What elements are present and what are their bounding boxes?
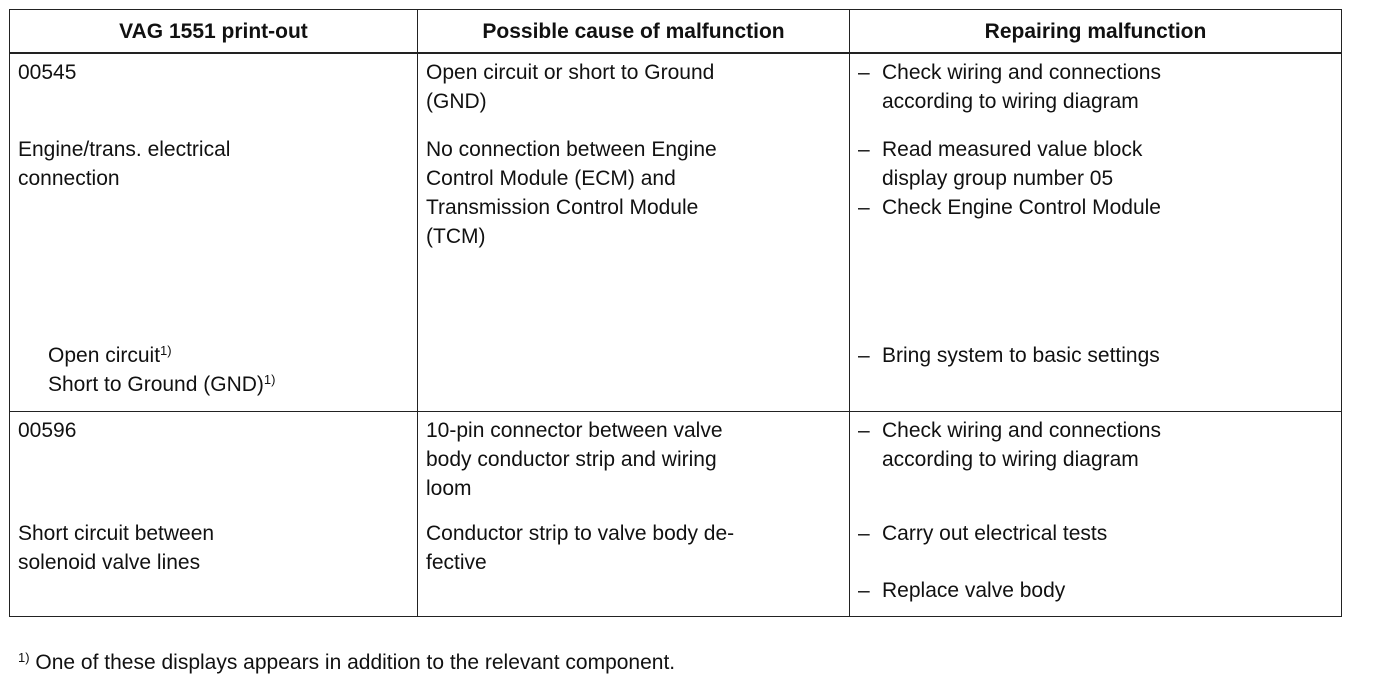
component-line: Engine/trans. electrical [18, 138, 231, 161]
header-printout: VAG 1551 print-out [10, 10, 418, 54]
cause-line: Open circuit or short to Ground [426, 61, 715, 84]
repair-step: – Carry out electrical tests [858, 522, 1108, 545]
printout-cell [10, 53, 418, 412]
cause-line: fective [426, 551, 487, 574]
fault-code: 00596 [18, 419, 77, 442]
component-line: connection [18, 167, 120, 190]
cause-cell [418, 53, 850, 412]
component-line: Short circuit between [18, 522, 215, 545]
component-line: solenoid valve lines [18, 551, 201, 574]
cause-line: (GND) [426, 90, 487, 113]
table-row [10, 53, 1342, 412]
cause-cell [418, 412, 850, 617]
header-cause: Possible cause of malfunction [418, 10, 850, 54]
repair-cell [850, 53, 1342, 412]
cause-line: Transmission Control Module [426, 196, 699, 219]
footnote-text: One of these displays appears in addition to the relevant component. [29, 651, 676, 674]
cause-line: (TCM) [426, 225, 486, 248]
repair-step: – Check wiring and connections according to wiring diagram [858, 419, 1161, 471]
cause-line: loom [426, 477, 472, 500]
table-row [10, 412, 1342, 617]
sub-item: Short to Ground (GND)$^{1)}$ [48, 372, 276, 396]
malfunction-table [9, 9, 1342, 617]
header-repair: Repairing malfunction [850, 10, 1342, 54]
printout-cell [10, 412, 418, 617]
table-header-row [10, 10, 1342, 54]
sub-item: Open circuit$^{1)}$ [48, 343, 172, 367]
fault-code: 00545 [18, 61, 77, 84]
repair-step: – Check Engine Control Module [858, 196, 1161, 219]
cause-line: Control Module (ECM) and [426, 167, 676, 190]
footnote-mark: 1) [160, 343, 172, 358]
footnote-mark: 1) [18, 650, 30, 665]
cause-line: body conductor strip and wiring [426, 448, 717, 471]
repair-step: – Read measured value block display group number 05 [858, 138, 1143, 190]
footnote-mark: 1) [263, 372, 276, 387]
cause-line: No connection between Engine [426, 138, 717, 161]
cause-line: 10-pin connector between valve [426, 419, 723, 442]
repair-cell [850, 412, 1342, 617]
footnote [18, 648, 675, 677]
repair-step: – Replace valve body [858, 579, 1066, 602]
cause-line: Conductor strip to valve body de- [426, 522, 735, 545]
repair-step: – Bring system to basic settings [858, 344, 1160, 367]
repair-step: – Check wiring and connections according to wiring diagram [858, 61, 1161, 113]
